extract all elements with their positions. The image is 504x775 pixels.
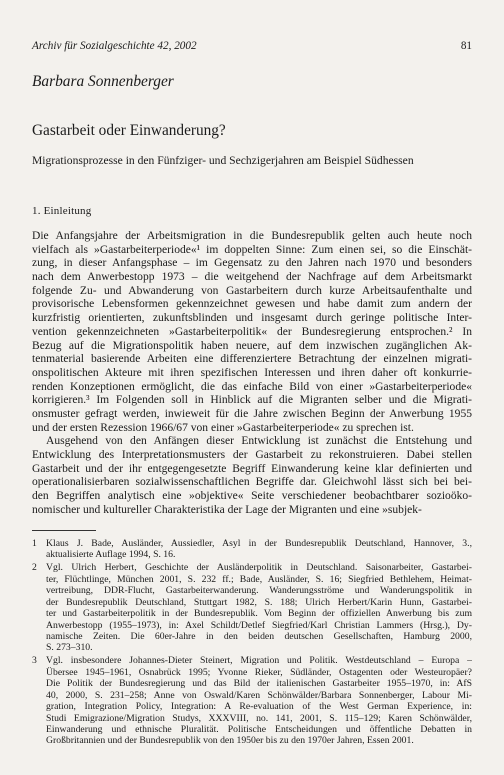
- footnote-line: Studi Emigrazione/Migration Studys, XXXVIII, no. 141, 2001, S. 115–129; Karen Schönwälder,: [46, 712, 472, 724]
- footnote-text: [46, 538, 472, 561]
- journal-citation: Archiv für Sozialgeschichte 42, 2002: [32, 40, 197, 52]
- footnote-line: 40, 2000, S. 231–258; Anne von Oswald/Karen Schönwälder/Barbara Sonnenberger, Labour Mi-: [46, 689, 472, 701]
- running-header: [32, 40, 472, 52]
- footnote-number: 1: [32, 538, 37, 549]
- body-line: operationalisierbaren sozialwissenschaftlichen Begriffe dar. Gleichwohl lässt sich bei bei-: [32, 476, 472, 489]
- article-author: Barbara Sonnenberger: [32, 73, 174, 90]
- footnote-line: Vgl. insbesondere Johannes-Dieter Steinert, Migration und Politik. Westdeutschland – Europa –: [46, 655, 472, 667]
- body-line: kurzfristig orientierten, zukunftsblinden und insgesamt durch geringe politische Inter-: [32, 312, 472, 325]
- body-line: vielfach als »Gastarbeiterperiode«¹ im doppelten Sinne: Zum einen sei, so die Einschät-: [32, 243, 472, 256]
- footnotes: [32, 538, 472, 748]
- body-line: vention gekennzeichneten »Gastarbeiterpolitik« der Bundesregierung entsprochen.² In: [32, 325, 472, 338]
- footnote: [32, 655, 472, 747]
- footnote-line: Anwerbestopp (1955–1973), in: Axel Schildt/Detlef Siegfried/Karl Christian Lammers (Hrsg.), Dy-: [46, 619, 472, 631]
- article-subtitle: Migrationsprozesse in den Fünfziger- und Sechzigerjahren am Beispiel Südhessen: [32, 154, 414, 167]
- body-line: Bezug auf die Migrationspolitik haben neuere, auf dem inzwischen zugänglichen Ak-: [32, 339, 472, 352]
- footnote-text: [46, 562, 472, 654]
- body-line: tenmaterial basierende Arbeiten eine differenziertere Betrachtung der einzelnen migrati-: [32, 353, 472, 366]
- footnote-line: Klaus J. Bade, Ausländer, Aussiedler, Asyl in der Bundesrepublik Deutschland, Hannover, 3.,: [46, 538, 472, 549]
- footnote-line: Einwanderung und ethnische Pluralität. Politische Entscheidungen und öffentliche Debatten in: [46, 724, 472, 735]
- body-line: onspolitischen Akteure mit ihren spezifischen Interessen und ihren daher oft konkurrie-: [32, 366, 472, 379]
- footnote-line: gration, Integration Policy, Integration: A Re-evaluation of the West German Experience, in:: [46, 701, 472, 713]
- article-title: Gastarbeit oder Einwanderung?: [32, 122, 226, 139]
- footnote: [32, 538, 472, 561]
- footnote-line: S. 273–310.: [46, 642, 93, 654]
- footnote-line: ter und Gastarbeiterpolitik in der Bundesrepublik. Vom Beginn der offiziellen Anwerbung bis zum: [46, 608, 472, 620]
- footnote-line: Großbritannien und der Bundesrepublik von den 1950er bis zu den 1970er Jahren, Essen 2001.: [46, 735, 414, 747]
- body-text: [32, 230, 472, 517]
- body-line: renden Konzeptionen ermöglicht, die das einfache Bild von einer »Gastarbeiterperiode«: [32, 380, 472, 393]
- body-line: onsmuster gefragt werden, inwieweit für die Jahre zwischen Beginn der Anwerbung 1955: [32, 407, 472, 420]
- footnote-number: 3: [32, 655, 37, 667]
- footnote-line: Vgl. Ulrich Herbert, Geschichte der Ausländerpolitik in Deutschland. Saisonarbeiter, Gastarbei-: [46, 562, 472, 574]
- body-line: Entwicklung des Interpretationsmusters der Gastarbeit zu rekonstruieren. Dabei stellen: [32, 449, 472, 461]
- footnote-line: Übersee 1945–1961, Osnabrück 1995; Yvonne Rieker, Südländer, Ostagenten oder Westeuropäer?: [46, 666, 472, 678]
- footnote: [32, 562, 472, 654]
- body-line: Gastarbeit und der ihr entgegengesetzte Begriff Einwanderung keine klar definierten und: [32, 462, 472, 475]
- footnote-text: [46, 655, 472, 747]
- footnote-line: namische Zeiten. Die 60er-Jahre in den beiden deutschen Gesellschaften, Hamburg 2000,: [46, 631, 472, 642]
- body-line: Die Anfangsjahre der Arbeitsmigration in die Bundesrepublik gelten auch heute noch: [32, 230, 472, 242]
- footnote-line: ter, Flüchtlinge, München 2001, S. 232 ff.; Bade, Ausländer, S. 16; Siegfried Bethlehem, Heimat-: [46, 573, 472, 585]
- body-line: korrigieren.³ Im Folgenden soll in Hinblick auf die Migranten selber und die Migrati-: [32, 394, 472, 407]
- footnote-line: aktualisierte Auflage 1994, S. 16.: [46, 549, 176, 561]
- body-line: nomischer und kultureller Charakteristika der Lage der Migranten und eine »subjek-: [32, 503, 422, 516]
- footnote-line: vertreibung, DDR-Flucht, Gastarbeiterwanderung. Wanderungsströme und Wanderungspolitik in: [46, 585, 472, 597]
- footnote-line: der Bundesrepublik Deutschland, Stuttgart 1982, S. 188; Ulrich Herbert/Karin Hunn, Gastarbei-: [46, 596, 472, 608]
- body-line: folgende Zu- und Abwanderung von Gastarbeitern durch kurze Arbeitsaufenthalte und: [32, 284, 472, 297]
- page-number: 81: [460, 40, 472, 52]
- body-line: den Begriffen analytisch eine »objektive« Seite verschiedener beobachtbarer sozioöko-: [32, 490, 472, 503]
- section-heading: 1. Einleitung: [32, 205, 92, 217]
- footnote-number: 2: [32, 562, 37, 574]
- body-line: zung, in dieser Anfangsphase – im Gegensatz zu den Jahren nach 1970 und besonders: [32, 257, 472, 270]
- body-line: nach dem Anwerbestopp 1973 – die weitgehend der Nachfrage auf dem Arbeitsmarkt: [32, 271, 472, 284]
- body-line: und der ersten Rezession 1966/67 von einer »Gastarbeiterperiode« zu sprechen ist.: [32, 421, 414, 434]
- footnote-line: Die Politik der Bundesregierung und das Bild der italienischen Gastarbeiter 1955–1970, in: AfS: [46, 678, 472, 690]
- body-line: Ausgehend von den Anfängen dieser Entwicklung ist zunächst die Entstehung und: [46, 435, 472, 448]
- body-line: provisorische Lebensformen gekennzeichnet gewesen und habe damit zum andern der: [32, 298, 472, 311]
- footnote-divider: [32, 530, 96, 531]
